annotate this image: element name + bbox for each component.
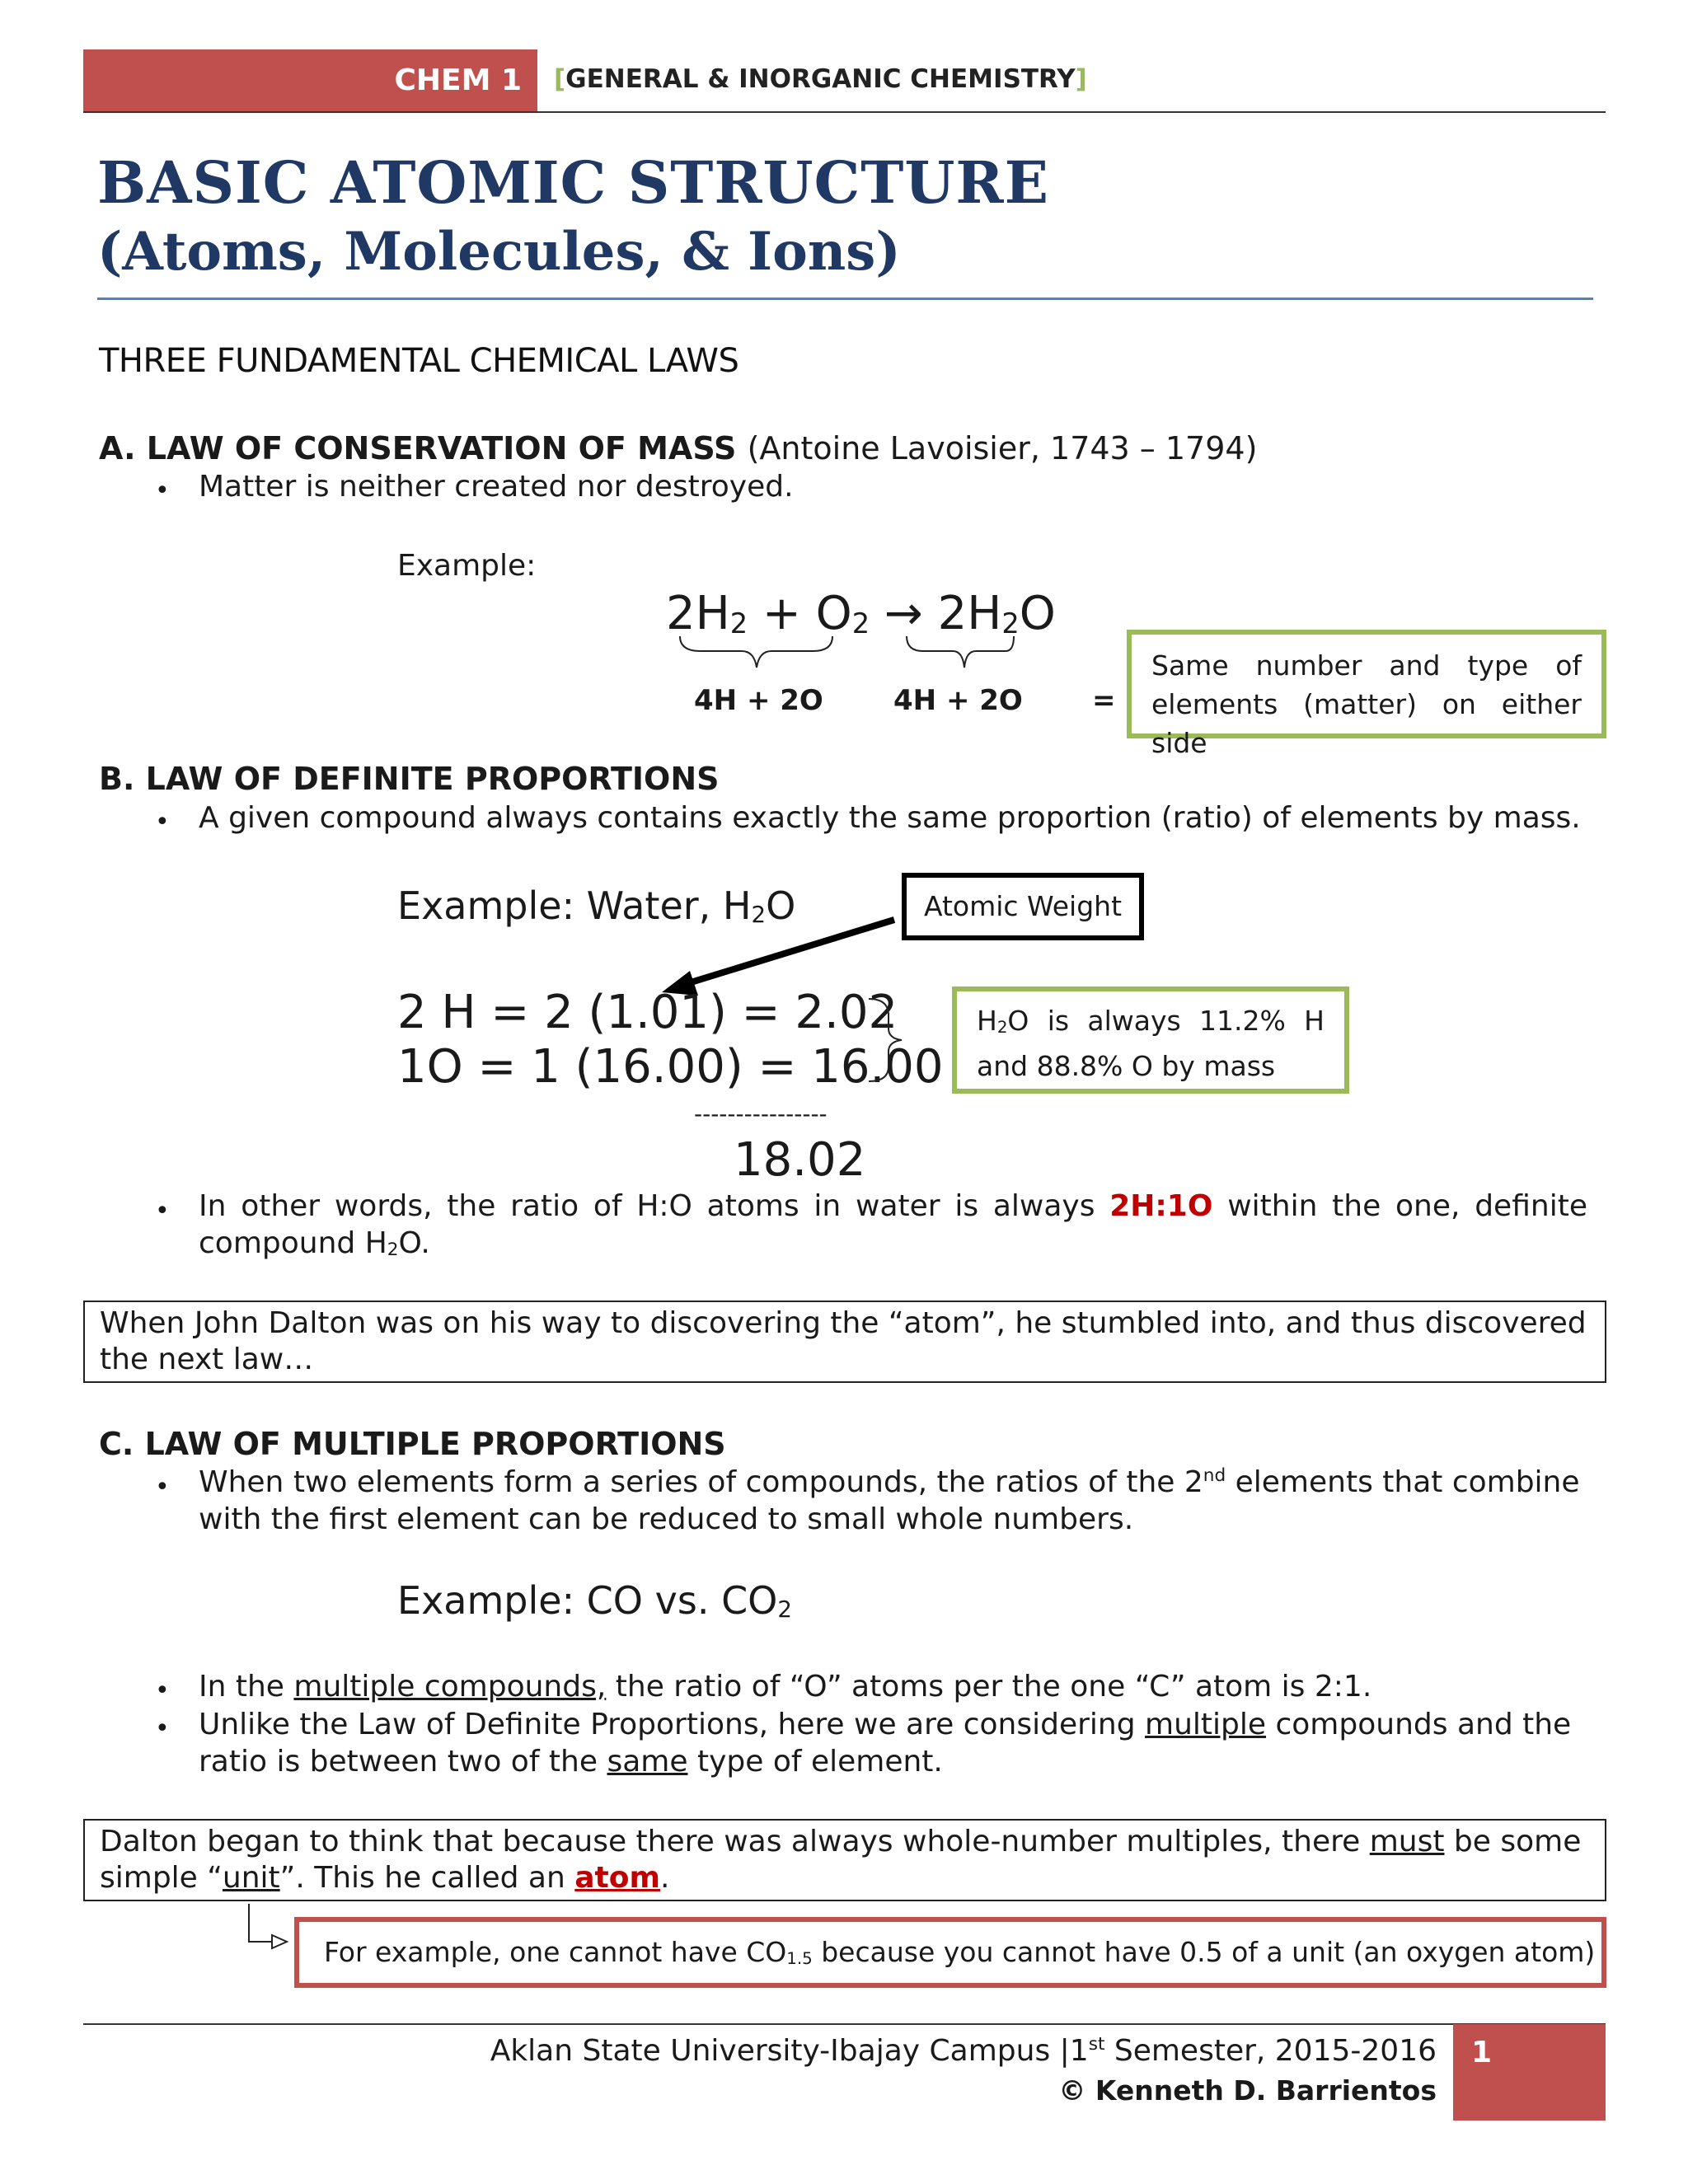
equation-braces <box>676 633 1022 674</box>
law-c-bullet-3-cont: ratio is between two of the same type of element. <box>199 1745 943 1779</box>
example-box: For example, one cannot have $CO_{1.5}$ because you cannot have 0.5 of a unit (an oxygen atom) <box>294 1917 1606 1988</box>
law-c-bullet-1: When two elements form a series of compounds, the ratios of the 2nd elements that combine <box>199 1465 1580 1499</box>
dalton-note-box: When John Dalton was on his way to discovering the “atom”, he stumbled into, and thus discovered the next law… <box>83 1301 1606 1383</box>
arrow-icon <box>655 907 903 997</box>
law-b-bullet: A given compound always contains exactly the same proportion (ratio) of elements by mass. <box>199 801 1581 835</box>
law-c-bullet-3: Unlike the Law of Definite Proportions, here we are considering multiple compounds and the <box>199 1708 1572 1741</box>
law-a-example-label: Example: <box>397 549 537 583</box>
molar-mass-total: 18.02 <box>734 1133 866 1187</box>
header-rule <box>83 111 1606 113</box>
mass-ratio-note-box: $H_2O$ is always 11.2% H and 88.8% O by mass <box>952 987 1349 1094</box>
conservation-note-box: Same number and type of elements (matter) on either side <box>1127 630 1606 738</box>
law-c-heading: C. LAW OF MULTIPLE PROPORTIONS <box>99 1426 726 1462</box>
law-a-equation: $2H_2 + O_2 \to 2H_2O$ <box>666 587 1056 640</box>
law-c-example: Example: CO vs. $CO_2$ <box>397 1578 792 1624</box>
oxygen-mass-row: 1O = 1 (16.00) = 16.00 <box>397 1040 944 1094</box>
bullet-icon: • <box>155 1714 170 1743</box>
page-title: BASIC ATOMIC STRUCTURE <box>97 148 1049 217</box>
course-subtitle: [GENERAL & INORGANIC CHEMISTRY] <box>554 64 1087 94</box>
bullet-icon: • <box>155 1676 170 1705</box>
equals-sign: = <box>1092 684 1116 717</box>
bullet-icon: • <box>155 1473 170 1502</box>
right-atom-count: 4H + 2O <box>893 684 1023 717</box>
bullet-icon: • <box>155 808 170 837</box>
law-b-example: Example: Water, $H_2O$ <box>397 883 796 929</box>
law-c-bullet-2: In the multiple compounds, the ratio of “O” atoms per the one “C” atom is 2:1. <box>199 1670 1372 1704</box>
bullet-icon: • <box>155 476 170 505</box>
law-b-heading: B. LAW OF DEFINITE PROPORTIONS <box>99 761 720 797</box>
hydrogen-mass-row: 2 H = 2 (1.01) = 2.02 <box>397 986 898 1039</box>
right-brace <box>865 996 931 1086</box>
page-subtitle: (Atoms, Molecules, & Ions) <box>97 221 901 283</box>
course-code: CHEM 1 <box>394 63 522 97</box>
page-number: 1 <box>1471 2036 1493 2069</box>
title-rule <box>97 298 1593 300</box>
bullet-icon: • <box>155 1197 170 1226</box>
atomic-weight-box: Atomic Weight <box>902 873 1144 940</box>
callout-arrow-icon <box>239 1902 297 1960</box>
law-c-bullet-1-cont: with the first element can be reduced to small whole numbers. <box>199 1502 1134 1536</box>
footer-author: © Kenneth D. Barrientos <box>1058 2074 1437 2107</box>
left-atom-count: 4H + 2O <box>694 684 823 717</box>
law-b-bullet-2-cont: compound $H_2O$. <box>199 1226 430 1261</box>
law-a-bullet: Matter is neither created nor destroyed. <box>199 470 794 504</box>
law-a-heading: A. LAW OF CONSERVATION OF MASS (Antoine Lavoisier, 1743 – 1794) <box>99 430 1258 466</box>
section-heading: THREE FUNDAMENTAL CHEMICAL LAWS <box>99 342 739 380</box>
footer-institution: Aklan State University-Ibajay Campus |1st Semester, 2015-2016 <box>490 2034 1437 2068</box>
dalton-atom-box: Dalton began to think that because there was always whole-number multiples, there must be some simple “unit”. This he called an atom. <box>83 1819 1606 1901</box>
law-b-bullet-2: In other words, the ratio of H:O atoms in water is always 2H:1O within the one, definite <box>199 1189 1587 1223</box>
sum-dashes: ---------------- <box>694 1100 828 1127</box>
footer-rule <box>83 2023 1606 2025</box>
